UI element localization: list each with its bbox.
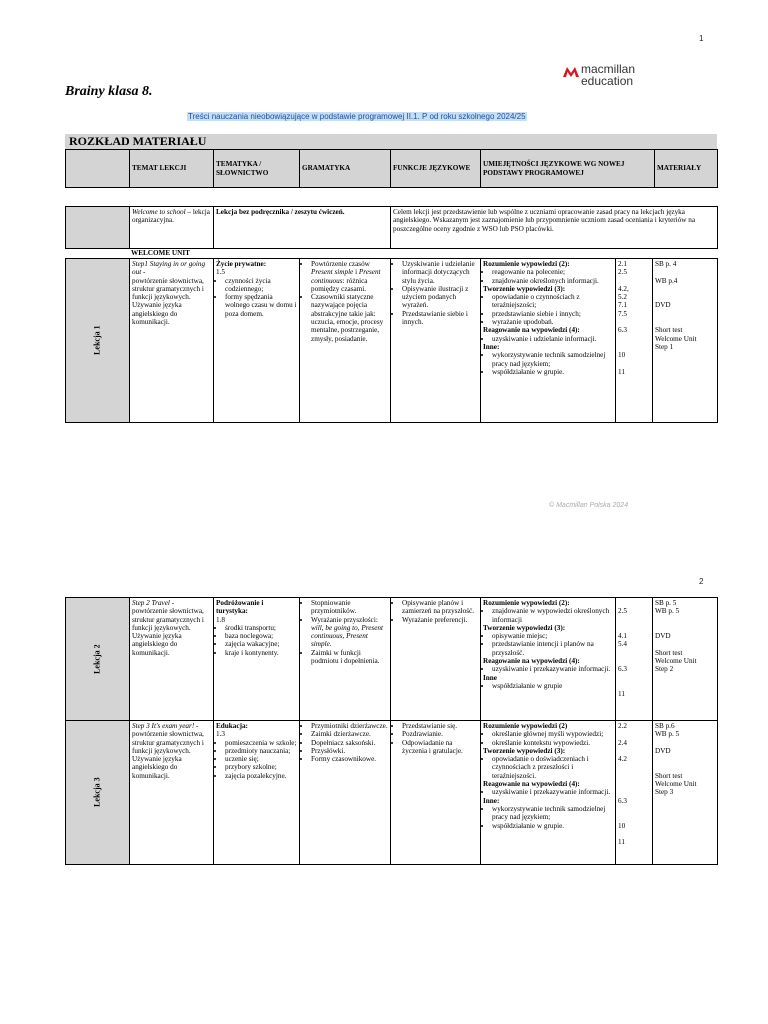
theme-list	[216, 739, 297, 780]
skill-code: 2.2	[618, 722, 627, 730]
skill-code: 6.3	[618, 796, 627, 805]
lesson-topic	[130, 598, 214, 721]
skills-heading: Rozumienie wypowiedzi (2)	[483, 722, 568, 730]
material-item: DVD	[655, 746, 671, 755]
skill-code	[618, 277, 650, 285]
lesson-topic-text: powtórzenie słownictwa, struktur gramatycznych i funkcji językowych. Używanie języka angielskiego do komunikacji.	[132, 607, 204, 657]
theme-title: Podróżowanie i turystyka:	[216, 599, 264, 616]
lesson-materials	[653, 598, 718, 721]
skill-code: 7.5	[618, 309, 627, 318]
grammar-list	[302, 260, 388, 343]
theme-item: • przedmioty nauczania;	[225, 747, 297, 755]
lesson-grammar	[300, 721, 391, 865]
skill-code	[618, 772, 650, 780]
lesson-theme	[214, 598, 300, 721]
material-item	[655, 624, 715, 632]
skills-heading: Rozumienie wypowiedzi (2):	[483, 260, 570, 268]
notice-banner: Treści nauczania nieobowiązujące w podstawie programowej II.1. P od roku szkolnego 2024/25	[188, 112, 526, 121]
skill-code	[618, 730, 650, 738]
lesson-topic-title: Step1 Staying in or going out -	[132, 260, 206, 277]
skill-code	[618, 682, 650, 690]
skills-item: • przedstawianie intencji i planów na przyszłość.	[492, 640, 613, 657]
skills-list	[483, 293, 613, 326]
intro-description: Celem lekcji jest przedstawienie lub wspólne z uczniami opracowanie zasad pracy na lekcjach języka angielskiego. Wskazanym jest zaznajomienie lub przypomnienie uczniom zasad oceniania i kryteriów na poszczególne oceny zgodnie z WSO lub PSO placówki.	[391, 207, 718, 249]
skills-heading: Tworzenie wypowiedzi (3):	[483, 623, 566, 632]
skill-code: 4.2	[618, 755, 627, 764]
theme-item: • kraje i kontynenty.	[225, 649, 297, 657]
material-item	[655, 318, 715, 326]
skill-code: 2.5	[618, 607, 627, 616]
grammar-item: • Formy czasownikowe.	[311, 755, 388, 763]
skills-item: • określanie głównej myśli wypowiedzi;	[492, 730, 613, 738]
header-materials: MATERIAŁY	[655, 150, 718, 188]
page-number: 2	[699, 577, 704, 586]
skills-item: • opowiadanie o doświadczeniach i czynnościach z przeszłości i teraźniejszości.	[492, 755, 613, 780]
grammar-item: • Czasowniki statyczne nazywające pojęcia abstrakcyjne takie jak: uczucia, emocje, procesy mentalne, postrzeganie, zmysły, posiadanie.	[311, 293, 388, 343]
skill-code: 10	[618, 351, 626, 360]
skills-list	[483, 788, 613, 796]
intro-topic: Welcome to school – lekcja organizacyjna.	[130, 207, 214, 249]
theme-item: • pomieszczenia w szkole;	[225, 739, 297, 747]
functions-list	[393, 722, 478, 755]
header-skills: UMIEJĘTNOŚCI JĘZYKOWE WG NOWEJ PODSTAWY PROGRAMOWEJ	[481, 150, 655, 188]
grammar-item: • Wyrażanie przyszłości: will, be going to, Present continuous, Present simple.	[311, 616, 388, 649]
skills-list	[483, 335, 613, 343]
macmillan-logo	[563, 63, 653, 95]
skill-code	[618, 318, 650, 326]
skills-list	[483, 682, 613, 690]
theme-item: • zajęcia pozalekcyjne.	[225, 772, 297, 780]
skills-list	[483, 805, 613, 830]
material-item: Short test	[655, 648, 683, 657]
skills-item: • opisywanie miejsc;	[492, 632, 613, 640]
lesson-row	[66, 721, 718, 865]
material-item: Step 1	[655, 342, 674, 351]
function-item: • Pozdrawianie.	[402, 730, 478, 738]
skill-code	[618, 780, 650, 788]
lesson-grammar	[300, 598, 391, 721]
grammar-item: • Powtórzenie czasów Present simple i Present continuous: różnica pomiędzy czasami.	[311, 260, 388, 293]
material-item	[655, 640, 715, 648]
skills-list	[483, 607, 613, 624]
theme-item: • baza noclegowa;	[225, 632, 297, 640]
grammar-item: • Dopełniacz saksoński.	[311, 739, 388, 747]
skills-item: • określanie kontekstu wypowiedzi.	[492, 739, 613, 747]
lesson-functions	[391, 598, 481, 721]
skill-code	[618, 599, 650, 607]
skills-heading: Rozumienie wypowiedzi (2):	[483, 599, 570, 607]
material-item: Welcome Unit	[655, 334, 697, 343]
material-item: Short test	[655, 326, 683, 335]
skills-heading: Tworzenie wypowiedzi (3):	[483, 746, 566, 755]
material-item: Short test	[655, 771, 683, 780]
lesson-label-cell	[66, 598, 130, 721]
material-item: DVD	[655, 301, 671, 310]
function-item: • Odpowiadanie na życzenia i gratulacje.	[402, 739, 478, 756]
lesson-skills	[481, 598, 616, 721]
skill-code: 7.1	[618, 301, 627, 310]
theme-item: • środki transportu;	[225, 624, 297, 632]
skills-item: • wykorzystywanie technik samodzielnej pracy nad językiem;	[492, 805, 613, 822]
material-item: WB p.4	[655, 276, 678, 285]
material-item: Step 2	[655, 665, 674, 674]
skill-code	[618, 805, 650, 813]
skill-code	[618, 674, 650, 682]
lesson-functions	[391, 259, 481, 423]
skills-item: • opowiadanie o czynnościach z teraźniejszości;	[492, 293, 613, 310]
skill-code: 5.4	[618, 640, 627, 649]
skills-list	[483, 665, 613, 673]
lesson-topic-text: powtórzenie słownictwa, struktur gramatycznych i funkcji językowych. Używanie języka angielskiego do komunikacji.	[132, 276, 204, 327]
function-item: • Wyrażanie preferencji.	[402, 616, 478, 624]
skills-list	[483, 351, 613, 376]
material-item: SB p. 4	[655, 260, 677, 268]
skill-code: 10	[618, 821, 626, 830]
header-empty	[66, 150, 130, 188]
skills-item: • znajdowanie określonych informacji.	[492, 277, 613, 285]
theme-item: • czynności życia codziennego;	[225, 277, 297, 294]
skill-code	[618, 763, 650, 771]
material-item	[655, 293, 715, 301]
header-theme: TEMATYKA / SŁOWNICTWO	[214, 150, 300, 188]
lesson-codes	[616, 598, 653, 721]
theme-item: • przybory szkolne;	[225, 763, 297, 771]
material-item: WB p. 5	[655, 730, 680, 739]
lesson-skills	[481, 259, 616, 423]
skill-code: 11	[618, 690, 625, 699]
intro-table	[65, 206, 718, 249]
skills-heading: Tworzenie wypowiedzi (3):	[483, 284, 566, 293]
intro-middle: Lekcja bez podręcznika / zeszytu ćwiczeń.	[214, 207, 391, 249]
skill-code: 11	[618, 367, 625, 376]
theme-code: 1.5	[216, 268, 225, 277]
material-item: Step 3	[655, 788, 674, 797]
skill-code: 4.1	[618, 632, 627, 641]
skill-code	[618, 788, 650, 796]
material-item: Welcome Unit	[655, 780, 697, 789]
skills-heading: Reagowanie na wypowiedzi (4):	[483, 326, 580, 335]
skills-item: • współdziałanie w grupie.	[492, 368, 613, 376]
skills-heading: Inne:	[483, 342, 500, 351]
skill-code	[618, 649, 650, 657]
lesson-table-2	[65, 597, 718, 865]
skills-heading: Inne:	[483, 796, 500, 805]
lesson-row	[66, 598, 718, 721]
lesson-label: Lekcja 3	[92, 777, 102, 808]
material-item	[655, 739, 715, 747]
skills-list	[483, 730, 613, 747]
logo-text: macmillan education	[581, 62, 636, 88]
grammar-item: • Przysłówki.	[311, 747, 388, 755]
material-item: Welcome Unit	[655, 657, 697, 666]
skills-list	[483, 632, 613, 657]
grammar-item: • Zaimki dzierżawcze.	[311, 730, 388, 738]
theme-item: • uczenie się;	[225, 755, 297, 763]
skill-code	[618, 830, 650, 838]
theme-list	[216, 277, 297, 318]
theme-title: Życie prywatne:	[216, 260, 267, 268]
lesson-topic-title: Step 3 It's exam year! -	[132, 722, 199, 730]
lesson-codes	[616, 259, 653, 423]
skill-code	[618, 657, 650, 665]
skill-code	[618, 335, 650, 343]
skill-code	[618, 747, 650, 755]
page-number: 1	[699, 34, 704, 43]
grammar-item: • Zaimki w funkcji podmiotu i dopełnienia.	[311, 649, 388, 666]
skills-heading: Reagowanie na wypowiedzi (4):	[483, 780, 580, 789]
header-topic: TEMAT LEKCJI	[130, 150, 214, 188]
skill-code	[618, 624, 650, 632]
functions-list	[393, 260, 478, 326]
material-item	[655, 310, 715, 318]
theme-item: • zajęcia wakacyjne;	[225, 640, 297, 648]
intro-empty	[66, 207, 130, 249]
skills-item: • przedstawianie siebie i innych;	[492, 310, 613, 318]
lesson-label: Lekcja 1	[92, 325, 102, 356]
skills-item: • reagowanie na polecenie;	[492, 268, 613, 276]
skills-item: • uzyskiwanie i przekazywanie informacji.	[492, 665, 613, 673]
skill-code: 6.3	[618, 326, 627, 335]
skills-item: • wyrażanie upodobań.	[492, 318, 613, 326]
lesson-materials	[653, 721, 718, 865]
grammar-item: • Stopniowanie przymiotników.	[311, 599, 388, 616]
material-item	[655, 755, 715, 763]
theme-item: • formy spędzania wolnego czasu w domu i poza domem.	[225, 293, 297, 318]
theme-code: 1.8	[216, 615, 225, 624]
skill-code: 6.3	[618, 665, 627, 674]
macmillan-logo-icon	[563, 65, 579, 77]
lesson-skills	[481, 721, 616, 865]
header-grammar: GRAMATYKA	[300, 150, 391, 188]
skills-item: • współdziałanie w grupie	[492, 682, 613, 690]
grammar-list	[302, 599, 388, 665]
skill-code	[618, 616, 650, 624]
skill-code	[618, 360, 650, 368]
function-item: • Opisywanie ilustracji z użyciem podanych wyrażeń.	[402, 285, 478, 310]
lesson-label: Lekcja 2	[92, 644, 102, 674]
skill-code: 2.5	[618, 268, 627, 277]
skills-item: • wykorzystywanie technik samodzielnej pracy nad językiem;	[492, 351, 613, 368]
lesson-grammar	[300, 259, 391, 423]
skill-code	[618, 813, 650, 821]
lesson-theme	[214, 721, 300, 865]
skills-item: • znajdowanie w wypowiedzi określonych informacji	[492, 607, 613, 624]
material-item	[655, 268, 715, 276]
lesson-label-cell	[66, 259, 130, 423]
skills-item: • uzyskiwanie i przekazywanie informacji.	[492, 788, 613, 796]
skill-code: 5.2	[618, 293, 627, 302]
theme-code: 1.3	[216, 730, 225, 739]
material-item	[655, 763, 715, 771]
material-item: WB p. 5	[655, 607, 680, 616]
skills-heading: Reagowanie na wypowiedzi (4):	[483, 657, 580, 666]
lesson-topic-text: powtórzenie słownictwa, struktur gramatycznych i funkcji językowych. Używanie języka angielskiego do komunikacji.	[132, 730, 204, 780]
theme-title: Edukacja:	[216, 722, 248, 730]
material-item: DVD	[655, 632, 671, 641]
skill-code: 2.4	[618, 738, 627, 747]
lesson-topic	[130, 259, 214, 423]
lesson-row	[66, 259, 718, 423]
lesson-theme	[214, 259, 300, 423]
skills-item: • uzyskiwanie i udzielanie informacji.	[492, 335, 613, 343]
header-table	[65, 149, 718, 188]
function-item: • Opisywanie planów i zamierzeń na przyszłość.	[402, 599, 478, 616]
document-title: Brainy klasa 8.	[65, 84, 153, 99]
functions-list	[393, 599, 478, 624]
material-item	[655, 285, 715, 293]
header-functions: FUNKCJE JĘZYKOWE	[391, 150, 481, 188]
skill-code: 11	[618, 838, 625, 847]
lesson-functions	[391, 721, 481, 865]
skill-code	[618, 343, 650, 351]
section-title: ROZKŁAD MATERIAŁU	[65, 134, 717, 149]
footer-copyright: © Macmillan Polska 2024	[549, 502, 629, 509]
function-item: • Przedstawianie siebie i innych.	[402, 310, 478, 327]
skill-code: 4.2,	[618, 284, 629, 293]
material-item	[655, 616, 715, 624]
lesson-codes	[616, 721, 653, 865]
skills-item: • współdziałanie w grupie.	[492, 822, 613, 830]
lesson-label-cell	[66, 721, 130, 865]
lesson-topic	[130, 721, 214, 865]
function-item: • Uzyskiwanie i udzielanie informacji dotyczących stylu życia.	[402, 260, 478, 285]
lesson-topic-title: Step 2 Travel -	[132, 599, 175, 607]
skills-list	[483, 268, 613, 285]
grammar-list	[302, 722, 388, 763]
material-item: SB p.6	[655, 722, 675, 730]
function-item: • Przedstawianie się.	[402, 722, 478, 730]
lesson-materials	[653, 259, 718, 423]
grammar-item: • Przymiotniki dzierżawcze.	[311, 722, 388, 730]
unit-label: WELCOME UNIT	[131, 249, 190, 257]
skill-code: 2.1	[618, 260, 627, 268]
lesson-table-1	[65, 258, 718, 423]
skills-heading: Inne	[483, 673, 497, 682]
material-item: SB p. 5	[655, 599, 677, 607]
theme-list	[216, 624, 297, 657]
skills-list	[483, 755, 613, 780]
